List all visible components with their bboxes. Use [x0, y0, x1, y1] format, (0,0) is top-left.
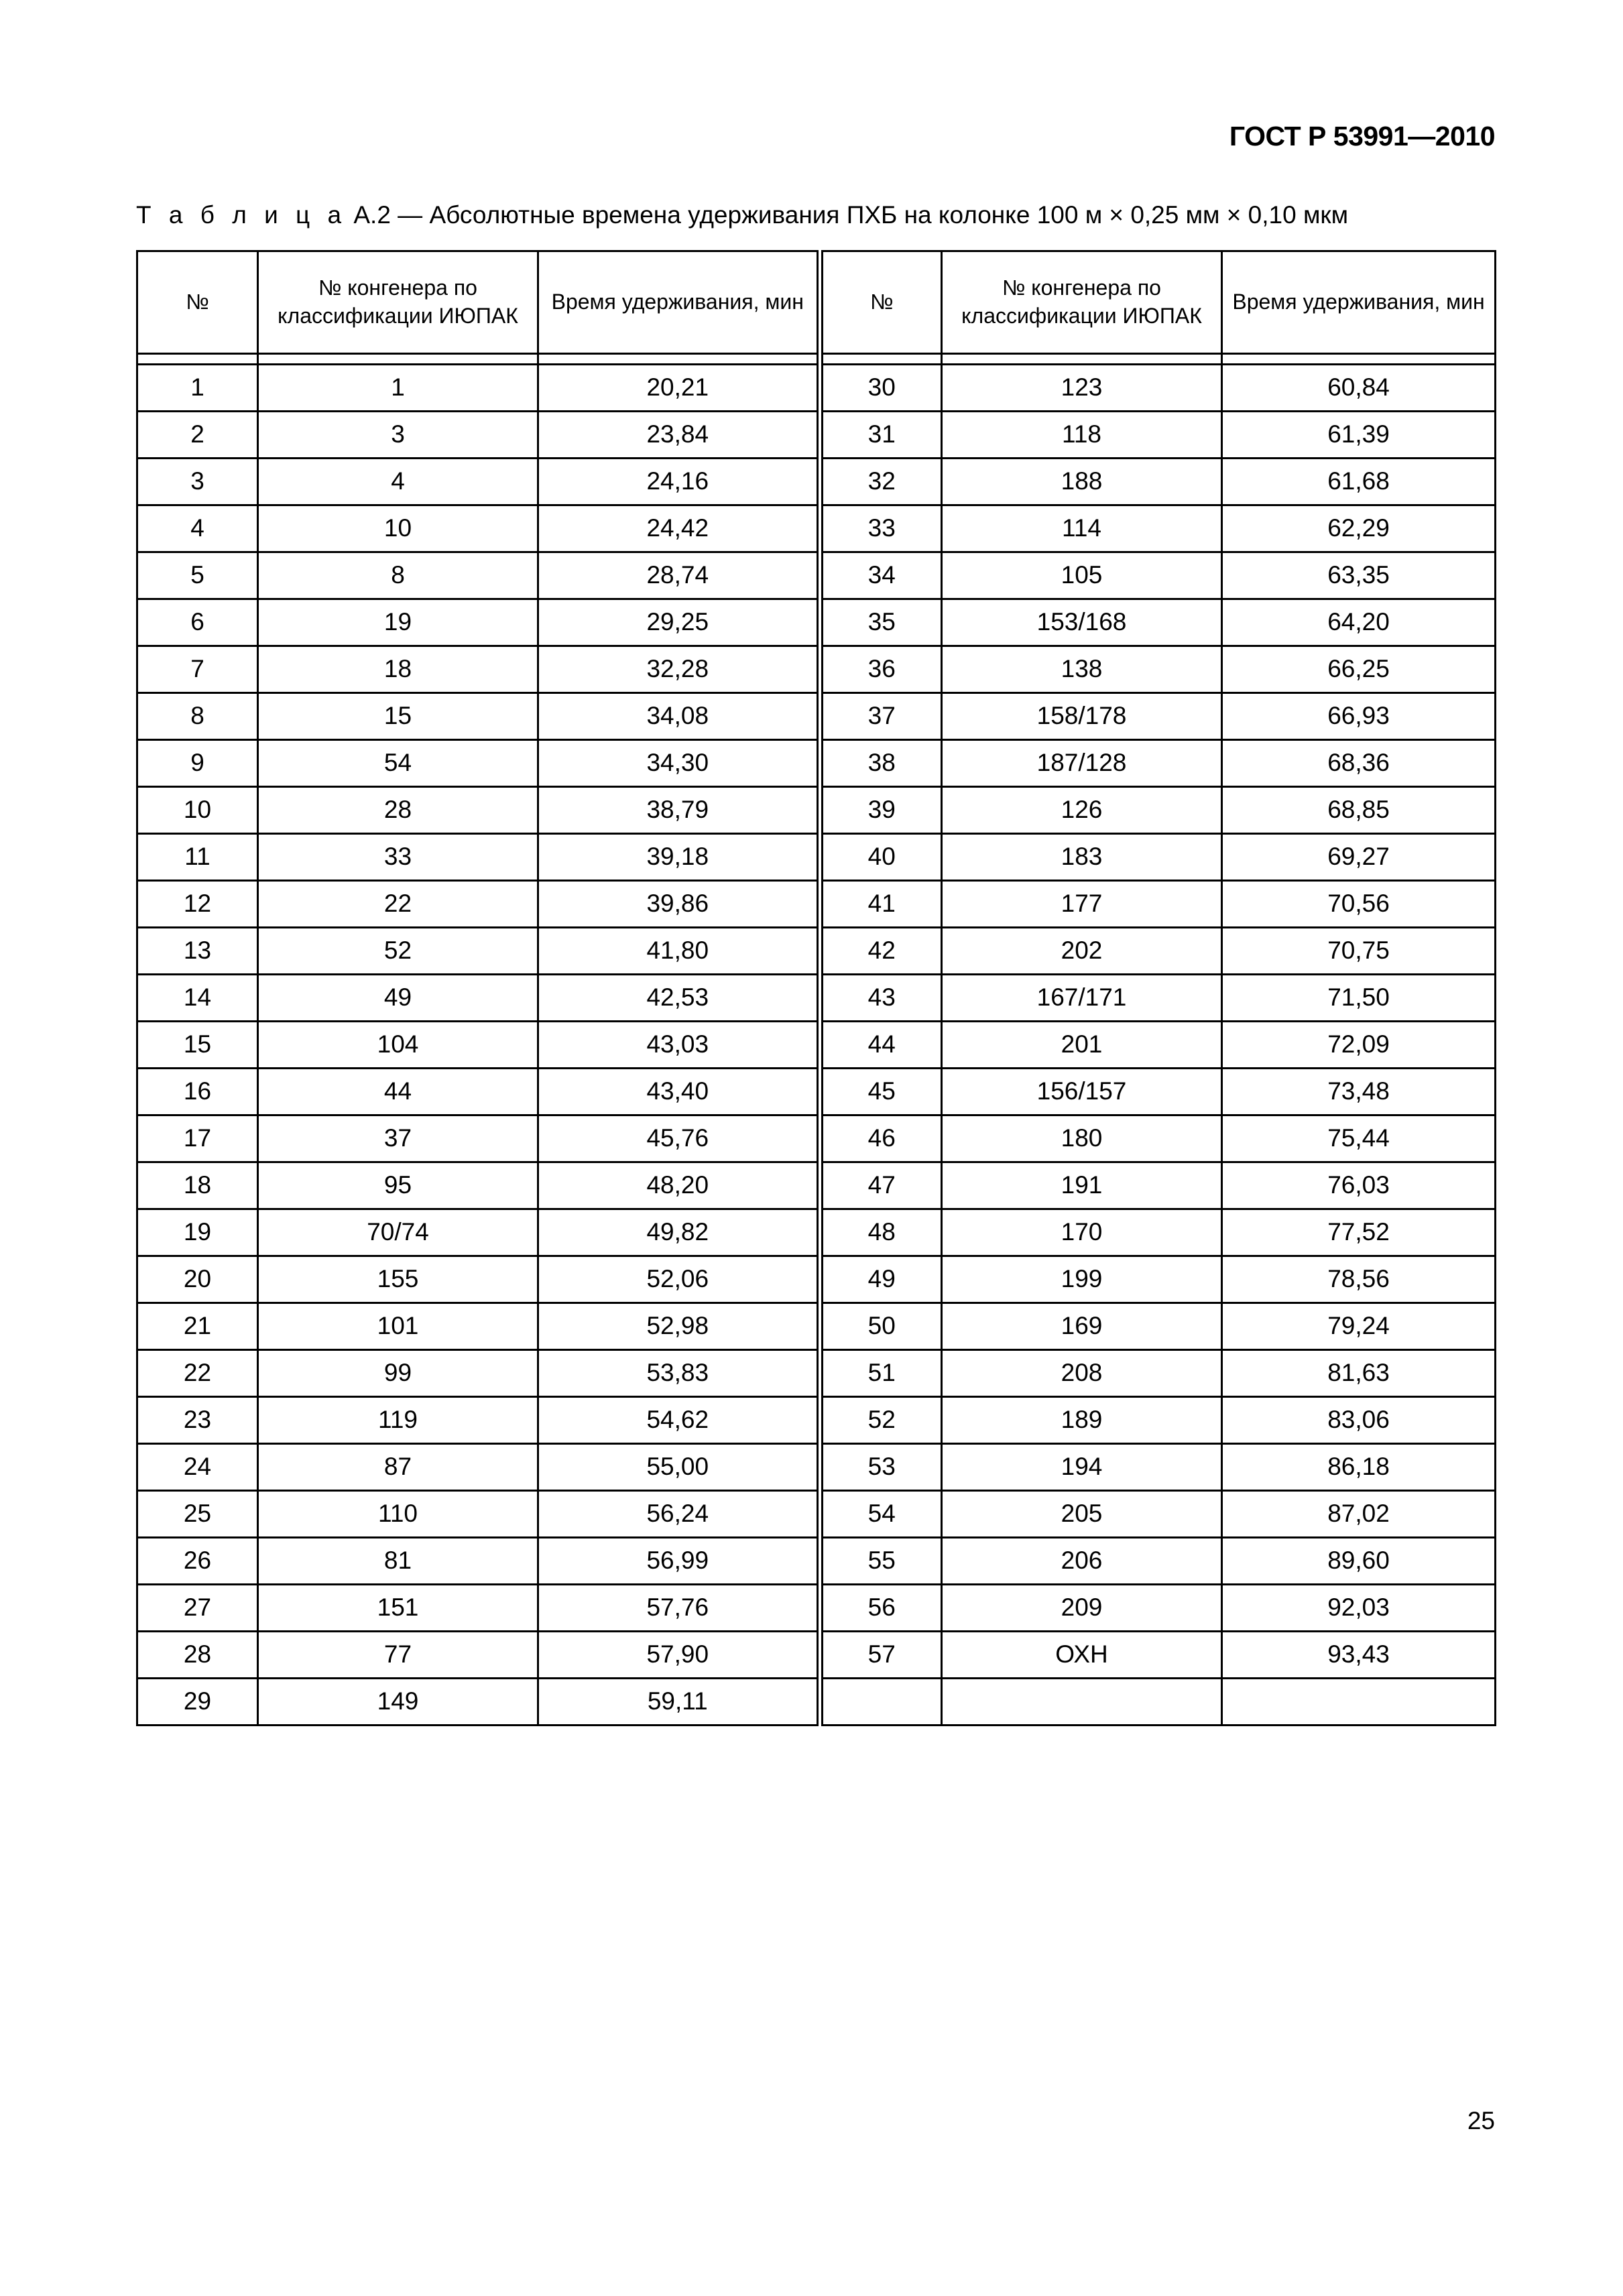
cell-congener-right: 194 — [942, 1444, 1222, 1491]
cell-congener-left: 119 — [258, 1397, 538, 1444]
cell-retention-left: 48,20 — [538, 1162, 820, 1209]
cell-number-right: 33 — [820, 505, 942, 552]
cell-congener-left: 1 — [258, 365, 538, 412]
table-row — [137, 740, 1496, 787]
cell-retention-right: 70,75 — [1222, 928, 1496, 975]
cell-retention-right: 66,25 — [1222, 646, 1496, 693]
cell-number-left: 5 — [137, 552, 258, 599]
cell-congener-left: 37 — [258, 1115, 538, 1162]
cell-congener-left: 151 — [258, 1585, 538, 1632]
cell-retention-right: 86,18 — [1222, 1444, 1496, 1491]
cell-congener-right: 169 — [942, 1303, 1222, 1350]
cell-retention-left: 56,99 — [538, 1538, 820, 1585]
table-row — [137, 975, 1496, 1022]
cell-retention-left: 52,06 — [538, 1256, 820, 1303]
cell-congener-left: 70/74 — [258, 1209, 538, 1256]
cell-number-left: 8 — [137, 693, 258, 740]
caption-label: Т а б л и ц а — [136, 201, 347, 229]
cell-number-right: 55 — [820, 1538, 942, 1585]
table-caption — [136, 201, 1348, 229]
cell-congener-right: 191 — [942, 1162, 1222, 1209]
cell-retention-left: 24,16 — [538, 459, 820, 505]
cell-retention-right: 92,03 — [1222, 1585, 1496, 1632]
cell-number-left: 2 — [137, 412, 258, 459]
cell-congener-right: 126 — [942, 787, 1222, 834]
cell-retention-left: 23,84 — [538, 412, 820, 459]
cell-retention-right: 70,56 — [1222, 881, 1496, 928]
cell-congener-left: 8 — [258, 552, 538, 599]
cell-congener-left: 95 — [258, 1162, 538, 1209]
cell-retention-right: 64,20 — [1222, 599, 1496, 646]
header-retention-right: Время удерживания, мин — [1222, 251, 1496, 354]
cell-retention-left: 57,76 — [538, 1585, 820, 1632]
cell-congener-right: 123 — [942, 365, 1222, 412]
cell-number-left: 15 — [137, 1022, 258, 1069]
cell-retention-left: 39,86 — [538, 881, 820, 928]
cell-retention-right: 60,84 — [1222, 365, 1496, 412]
cell-retention-left: 39,18 — [538, 834, 820, 881]
header-congener-right: № конгенера по классификации ИЮПАК — [942, 251, 1222, 354]
cell-congener-right: 180 — [942, 1115, 1222, 1162]
cell-number-left: 18 — [137, 1162, 258, 1209]
table-row — [137, 1632, 1496, 1679]
cell-congener-left: 77 — [258, 1632, 538, 1679]
cell-congener-left: 4 — [258, 459, 538, 505]
cell-number-right: 46 — [820, 1115, 942, 1162]
cell-congener-left: 52 — [258, 928, 538, 975]
cell-number-left: 24 — [137, 1444, 258, 1491]
cell-retention-right: 68,85 — [1222, 787, 1496, 834]
table-row — [137, 1256, 1496, 1303]
cell-retention-left: 20,21 — [538, 365, 820, 412]
table-row — [137, 1538, 1496, 1585]
cell-number-right: 30 — [820, 365, 942, 412]
cell-number-right: 35 — [820, 599, 942, 646]
cell-congener-right: 177 — [942, 881, 1222, 928]
retention-times-table — [136, 250, 1496, 1726]
cell-retention-left: 54,62 — [538, 1397, 820, 1444]
cell-number-right: 50 — [820, 1303, 942, 1350]
table-row — [137, 834, 1496, 881]
table-row — [137, 646, 1496, 693]
cell-retention-right: 79,24 — [1222, 1303, 1496, 1350]
cell-congener-left: 44 — [258, 1069, 538, 1115]
cell-number-left: 3 — [137, 459, 258, 505]
cell-retention-left: 56,24 — [538, 1491, 820, 1538]
cell-number-left: 16 — [137, 1069, 258, 1115]
cell-number-right: 37 — [820, 693, 942, 740]
cell-retention-right: 63,35 — [1222, 552, 1496, 599]
cell-number-left: 20 — [137, 1256, 258, 1303]
cell-congener-right: 158/178 — [942, 693, 1222, 740]
cell-congener-left: 99 — [258, 1350, 538, 1397]
separator-cell — [137, 354, 258, 365]
cell-congener-right: 156/157 — [942, 1069, 1222, 1115]
cell-number-right: 42 — [820, 928, 942, 975]
separator-cell — [820, 354, 942, 365]
cell-congener-left: 104 — [258, 1022, 538, 1069]
cell-congener-right: 118 — [942, 412, 1222, 459]
cell-retention-left: 45,76 — [538, 1115, 820, 1162]
cell-congener-right: 205 — [942, 1491, 1222, 1538]
cell-retention-right: 62,29 — [1222, 505, 1496, 552]
cell-congener-right: 208 — [942, 1350, 1222, 1397]
cell-number-left: 22 — [137, 1350, 258, 1397]
header-number-left: № — [137, 251, 258, 354]
cell-congener-right: 206 — [942, 1538, 1222, 1585]
cell-retention-right: 81,63 — [1222, 1350, 1496, 1397]
cell-number-left: 10 — [137, 787, 258, 834]
cell-number-left: 14 — [137, 975, 258, 1022]
table-row — [137, 1115, 1496, 1162]
cell-number-left: 11 — [137, 834, 258, 881]
cell-number-right: 36 — [820, 646, 942, 693]
cell-retention-left: 42,53 — [538, 975, 820, 1022]
separator-cell — [258, 354, 538, 365]
cell-congener-left: 22 — [258, 881, 538, 928]
cell-retention-right: 61,39 — [1222, 412, 1496, 459]
cell-number-right: 57 — [820, 1632, 942, 1679]
cell-number-right: 45 — [820, 1069, 942, 1115]
table-row — [137, 1022, 1496, 1069]
table-row — [137, 1303, 1496, 1350]
separator-cell — [1222, 354, 1496, 365]
cell-retention-left: 52,98 — [538, 1303, 820, 1350]
cell-congener-right: 153/168 — [942, 599, 1222, 646]
cell-congener-right: 201 — [942, 1022, 1222, 1069]
cell-congener-right: 183 — [942, 834, 1222, 881]
table-row — [137, 599, 1496, 646]
cell-number-right: 51 — [820, 1350, 942, 1397]
cell-retention-left: 55,00 — [538, 1444, 820, 1491]
cell-congener-right: 138 — [942, 646, 1222, 693]
cell-retention-right — [1222, 1679, 1496, 1726]
table-row — [137, 787, 1496, 834]
cell-congener-right: 209 — [942, 1585, 1222, 1632]
cell-number-right: 54 — [820, 1491, 942, 1538]
cell-congener-right: 199 — [942, 1256, 1222, 1303]
table-row — [137, 1491, 1496, 1538]
cell-congener-right: ОХН — [942, 1632, 1222, 1679]
cell-number-left: 19 — [137, 1209, 258, 1256]
table-row — [137, 459, 1496, 505]
cell-retention-left: 34,08 — [538, 693, 820, 740]
cell-retention-left: 34,30 — [538, 740, 820, 787]
cell-congener-left: 19 — [258, 599, 538, 646]
cell-congener-right: 170 — [942, 1209, 1222, 1256]
cell-retention-right: 89,60 — [1222, 1538, 1496, 1585]
cell-number-left: 28 — [137, 1632, 258, 1679]
table-header-row — [137, 251, 1496, 354]
cell-retention-right: 69,27 — [1222, 834, 1496, 881]
cell-retention-right: 93,43 — [1222, 1632, 1496, 1679]
cell-number-left: 29 — [137, 1679, 258, 1726]
cell-congener-left: 49 — [258, 975, 538, 1022]
cell-retention-right: 71,50 — [1222, 975, 1496, 1022]
header-number-right: № — [820, 251, 942, 354]
table-row — [137, 928, 1496, 975]
cell-congener-left: 149 — [258, 1679, 538, 1726]
table-body — [137, 365, 1496, 1726]
cell-congener-left: 10 — [258, 505, 538, 552]
cell-retention-right: 72,09 — [1222, 1022, 1496, 1069]
header-congener-left: № конгенера по классификации ИЮПАК — [258, 251, 538, 354]
cell-congener-left: 3 — [258, 412, 538, 459]
cell-retention-left: 57,90 — [538, 1632, 820, 1679]
page-number: 25 — [1467, 2107, 1495, 2134]
cell-retention-right: 77,52 — [1222, 1209, 1496, 1256]
cell-number-right: 53 — [820, 1444, 942, 1491]
cell-congener-right: 189 — [942, 1397, 1222, 1444]
table-row — [137, 1397, 1496, 1444]
cell-congener-left: 110 — [258, 1491, 538, 1538]
cell-congener-right: 114 — [942, 505, 1222, 552]
cell-number-left: 1 — [137, 365, 258, 412]
cell-congener-right: 188 — [942, 459, 1222, 505]
cell-number-left: 23 — [137, 1397, 258, 1444]
table-row — [137, 1444, 1496, 1491]
cell-number-right: 56 — [820, 1585, 942, 1632]
cell-retention-right: 87,02 — [1222, 1491, 1496, 1538]
cell-number-right: 39 — [820, 787, 942, 834]
cell-number-right: 52 — [820, 1397, 942, 1444]
cell-congener-right: 202 — [942, 928, 1222, 975]
header-separator — [137, 354, 1496, 365]
document-code: ГОСТ Р 53991—2010 — [1229, 121, 1495, 152]
cell-retention-left: 59,11 — [538, 1679, 820, 1726]
cell-retention-right: 83,06 — [1222, 1397, 1496, 1444]
caption-text: А.2 — Абсолютные времена удерживания ПХБ на колонке 100 м × 0,25 мм × 0,10 мкм — [353, 201, 1349, 229]
cell-congener-left: 33 — [258, 834, 538, 881]
table-row — [137, 1069, 1496, 1115]
cell-congener-left: 28 — [258, 787, 538, 834]
cell-number-right: 40 — [820, 834, 942, 881]
cell-retention-left: 53,83 — [538, 1350, 820, 1397]
table-row — [137, 412, 1496, 459]
cell-retention-right: 68,36 — [1222, 740, 1496, 787]
cell-number-left: 4 — [137, 505, 258, 552]
cell-retention-left: 28,74 — [538, 552, 820, 599]
cell-number-right: 44 — [820, 1022, 942, 1069]
cell-retention-right: 78,56 — [1222, 1256, 1496, 1303]
table-row — [137, 552, 1496, 599]
cell-congener-left: 15 — [258, 693, 538, 740]
cell-number-right: 31 — [820, 412, 942, 459]
cell-number-left: 27 — [137, 1585, 258, 1632]
cell-number-right: 41 — [820, 881, 942, 928]
table-row — [137, 693, 1496, 740]
table-row — [137, 1162, 1496, 1209]
cell-number-left: 6 — [137, 599, 258, 646]
cell-congener-left: 155 — [258, 1256, 538, 1303]
table-row — [137, 505, 1496, 552]
cell-retention-left: 49,82 — [538, 1209, 820, 1256]
cell-number-right: 34 — [820, 552, 942, 599]
cell-number-right: 48 — [820, 1209, 942, 1256]
cell-retention-right: 66,93 — [1222, 693, 1496, 740]
cell-retention-right: 75,44 — [1222, 1115, 1496, 1162]
cell-congener-left: 101 — [258, 1303, 538, 1350]
separator-cell — [942, 354, 1222, 365]
table-row — [137, 1585, 1496, 1632]
cell-retention-left: 43,03 — [538, 1022, 820, 1069]
cell-number-right: 49 — [820, 1256, 942, 1303]
cell-number-left: 7 — [137, 646, 258, 693]
cell-number-left: 17 — [137, 1115, 258, 1162]
table-row — [137, 1679, 1496, 1726]
cell-retention-left: 41,80 — [538, 928, 820, 975]
cell-congener-left: 87 — [258, 1444, 538, 1491]
cell-number-left: 21 — [137, 1303, 258, 1350]
cell-number-left: 25 — [137, 1491, 258, 1538]
cell-retention-right: 73,48 — [1222, 1069, 1496, 1115]
cell-number-left: 12 — [137, 881, 258, 928]
cell-congener-right: 167/171 — [942, 975, 1222, 1022]
cell-number-left: 26 — [137, 1538, 258, 1585]
cell-congener-right: 187/128 — [942, 740, 1222, 787]
cell-retention-right: 76,03 — [1222, 1162, 1496, 1209]
cell-number-right: 47 — [820, 1162, 942, 1209]
cell-number-left: 13 — [137, 928, 258, 975]
cell-retention-left: 24,42 — [538, 505, 820, 552]
cell-congener-right: 105 — [942, 552, 1222, 599]
cell-retention-left: 43,40 — [538, 1069, 820, 1115]
cell-retention-right: 61,68 — [1222, 459, 1496, 505]
cell-retention-left: 38,79 — [538, 787, 820, 834]
cell-congener-left: 18 — [258, 646, 538, 693]
cell-retention-left: 29,25 — [538, 599, 820, 646]
cell-congener-left: 54 — [258, 740, 538, 787]
cell-number-right: 32 — [820, 459, 942, 505]
cell-number-right: 38 — [820, 740, 942, 787]
cell-congener-left: 81 — [258, 1538, 538, 1585]
table-row — [137, 365, 1496, 412]
table-row — [137, 1350, 1496, 1397]
table-row — [137, 1209, 1496, 1256]
cell-number-right — [820, 1679, 942, 1726]
cell-number-left: 9 — [137, 740, 258, 787]
cell-congener-right — [942, 1679, 1222, 1726]
table-row — [137, 881, 1496, 928]
cell-number-right: 43 — [820, 975, 942, 1022]
header-retention-left: Время удерживания, мин — [538, 251, 820, 354]
cell-retention-left: 32,28 — [538, 646, 820, 693]
separator-cell — [538, 354, 820, 365]
